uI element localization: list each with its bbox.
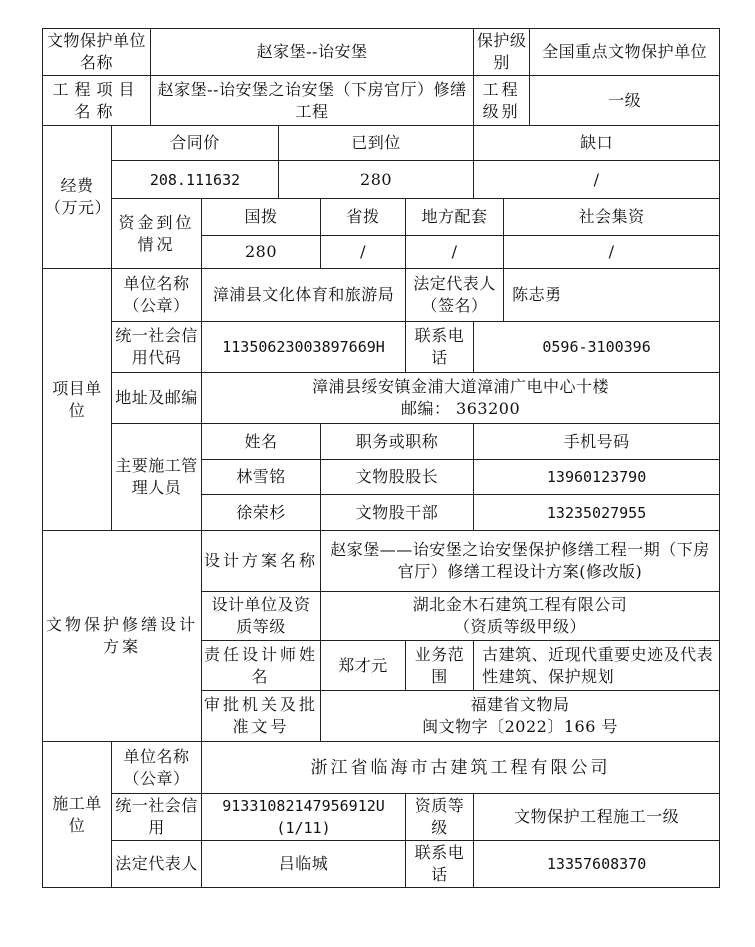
construction-legal-rep-label: 法定代表人: [112, 841, 202, 888]
design-unit: [321, 592, 720, 641]
local-label: 地方配套: [406, 199, 504, 236]
staff-title: 文物股股长: [321, 460, 474, 495]
project-info-table: [42, 28, 720, 888]
design-label: 文物保护修缮设计方案: [43, 531, 202, 742]
legal-rep-label: 法定代表人（签名）: [406, 269, 504, 322]
construction-unit: 浙江省临海市古建筑工程有限公司: [202, 742, 720, 794]
construction-unit-label: 单位名称（公章）: [112, 742, 202, 794]
credit-code-label: 统一社会信用代码: [112, 322, 202, 373]
staff-title: 文物股干部: [321, 495, 474, 531]
received-label: 已到位: [279, 126, 474, 161]
construction-legal-rep: 吕临城: [202, 841, 406, 888]
design-unit-name: 湖北金木石建筑工程有限公司: [412, 595, 628, 614]
project-name-label: 工程项目名称: [43, 76, 151, 126]
staff-label: 主要施工管理人员: [112, 424, 202, 531]
construction-label: 施工单位: [43, 742, 112, 888]
project-unit-name: 漳浦县文化体育和旅游局: [202, 269, 406, 322]
contract-price: 208.111632: [112, 161, 279, 199]
provincial-amount: /: [321, 236, 406, 269]
construction-credit: [202, 794, 406, 841]
phone: 0596-3100396: [474, 322, 720, 373]
gap-amount: /: [474, 161, 720, 199]
staff-mobile: 13235027955: [474, 495, 720, 531]
plan-name-label: 设计方案名称: [202, 531, 321, 592]
unit-name: 赵家堡--诒安堡: [151, 29, 474, 76]
project-unit-label: 项目单位: [43, 269, 112, 531]
protect-level: 全国重点文物保护单位: [530, 29, 720, 76]
approval-no: 闽文物字〔2022〕166 号: [422, 717, 618, 736]
designer-label: 责任设计师姓名: [202, 641, 321, 691]
staff-name: 林雪铭: [202, 460, 321, 495]
funds-label: 经费（万元）: [43, 126, 112, 269]
social-label: 社会集资: [504, 199, 720, 236]
designer: 郑才元: [321, 641, 406, 691]
construction-credit-page: (1/11): [276, 819, 331, 837]
scope-label: 业务范围: [406, 641, 474, 691]
construction-phone: 13357608370: [474, 841, 720, 888]
scope: 古建筑、近现代重要史迹及代表性建筑、保护规划: [474, 641, 720, 691]
project-name: 赵家堡--诒安堡之诒安堡（下房官厅）修缮工程: [151, 76, 474, 126]
approval-label: 审批机关及批准文号: [202, 691, 321, 742]
construction-credit-label: 统一社会信用: [112, 794, 202, 841]
local-amount: /: [406, 236, 504, 269]
contract-price-label: 合同价: [112, 126, 279, 161]
project-level-label: 工程级别: [474, 76, 530, 126]
staff-header-mobile: 手机号码: [474, 424, 720, 460]
provincial-label: 省拨: [321, 199, 406, 236]
project-unit-name-label: 单位名称（公章）: [112, 269, 202, 322]
design-unit-label: 设计单位及资质等级: [202, 592, 321, 641]
phone-label: 联系电话: [406, 322, 474, 373]
staff-name: 徐荣杉: [202, 495, 321, 531]
approval-org: 福建省文物局: [470, 695, 570, 714]
construction-phone-label: 联系电话: [406, 841, 474, 888]
received-amount: 280: [279, 161, 474, 199]
grade: 文物保护工程施工一级: [474, 794, 720, 841]
address-line: 漳浦县绥安镇金浦大道漳浦广电中心十楼: [312, 377, 610, 396]
unit-name-label: 文物保护单位名称: [43, 29, 151, 76]
protect-level-label: 保护级别: [474, 29, 530, 76]
postcode: 邮编： 363200: [400, 399, 521, 418]
design-unit-grade: （资质等级甲级）: [454, 617, 587, 636]
approval: [321, 691, 720, 742]
grade-label: 资质等级: [406, 794, 474, 841]
gap-label: 缺口: [474, 126, 720, 161]
staff-header-title: 职务或职称: [321, 424, 474, 460]
construction-credit-code: 91331082147956912U: [222, 797, 385, 815]
staff-header-name: 姓名: [202, 424, 321, 460]
plan-name: 赵家堡——诒安堡之诒安堡保护修缮工程一期（下房官厅）修缮工程设计方案(修改版): [321, 531, 720, 592]
fund-source-label: 资金到位情况: [112, 199, 202, 269]
staff-mobile: 13960123790: [474, 460, 720, 495]
project-level: 一级: [530, 76, 720, 126]
national-label: 国拨: [202, 199, 321, 236]
legal-rep: 陈志勇: [504, 269, 720, 322]
address: [202, 373, 720, 424]
social-amount: /: [504, 236, 720, 269]
credit-code: 11350623003897669H: [202, 322, 406, 373]
address-label: 地址及邮编: [112, 373, 202, 424]
national-amount: 280: [202, 236, 321, 269]
